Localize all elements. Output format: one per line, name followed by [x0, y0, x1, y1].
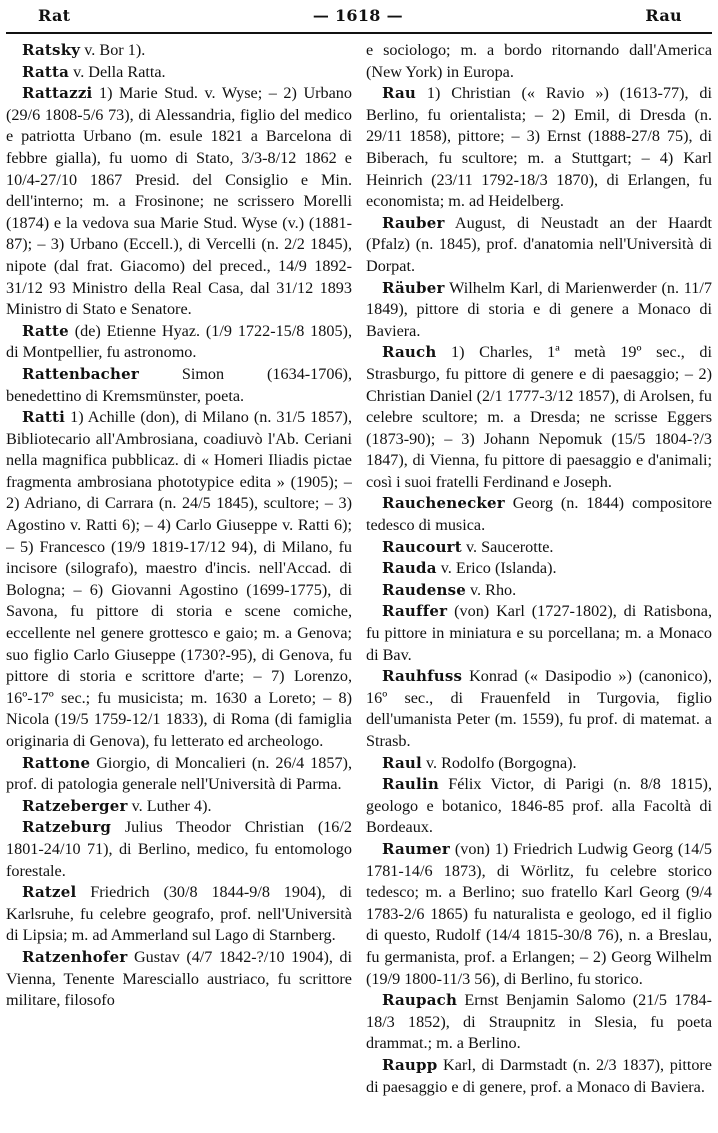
entry-headword: Raumer	[382, 839, 450, 858]
dictionary-entry	[366, 839, 712, 990]
entry-body: v. Della Ratta.	[69, 62, 166, 81]
dictionary-entry	[366, 83, 712, 213]
dictionary-entry	[6, 817, 352, 882]
dictionary-entry	[366, 666, 712, 752]
entry-headword: Rattone	[22, 753, 91, 772]
text-columns	[6, 40, 712, 1130]
page-number: — 1618 —	[312, 6, 403, 25]
dictionary-entry	[6, 321, 352, 364]
entry-body: Ernst Benjamin Salomo (21/5 1784-18/3 1852), di Straupnitz in Slesia, fu poeta drammat.; m. a Berlino.	[366, 991, 712, 1053]
entry-headword: Ratsky	[22, 41, 81, 59]
entry-headword: Raulin	[382, 775, 439, 794]
right-column	[366, 40, 712, 1130]
entry-headword: Räuber	[382, 278, 445, 297]
entry-body: e sociologo; m. a bordo ritornando dall'America (New York) in Europa.	[366, 41, 712, 81]
header-rule	[6, 32, 712, 34]
dictionary-entry	[366, 601, 712, 666]
entry-body: v. Saucerotte.	[461, 537, 554, 556]
dictionary-entry	[366, 580, 712, 602]
dictionary-entry	[6, 62, 352, 84]
header-left-guideword: Rat	[38, 6, 71, 25]
entry-headword: Ratzenhofer	[22, 947, 128, 966]
entry-body: Wilhelm Karl, di Marienwerder (n. 11/7 1849), pittore di storia e di genere a Monaco di Baviera.	[366, 278, 712, 340]
dictionary-entry	[366, 40, 712, 83]
dictionary-entry	[6, 753, 352, 796]
dictionary-entry	[366, 990, 712, 1055]
entry-headword: Raucourt	[382, 537, 462, 556]
dictionary-entry	[366, 1055, 712, 1098]
entry-headword: Rattazzi	[22, 84, 93, 103]
dictionary-entry	[6, 40, 352, 62]
entry-headword: Raul	[382, 753, 422, 772]
dictionary-entry	[366, 278, 712, 343]
entry-headword: Ratti	[22, 408, 66, 427]
entry-headword: Ratta	[22, 62, 70, 81]
entry-headword: Rauda	[382, 559, 437, 578]
entry-headword: Rattenbacher	[22, 364, 139, 383]
entry-headword: Rauchenecker	[382, 494, 505, 513]
dictionary-entry	[6, 364, 352, 407]
entry-headword: Rau	[382, 84, 417, 103]
dictionary-entry	[366, 558, 712, 580]
entry-body: v. Luther 4).	[127, 796, 212, 815]
entry-headword: Ratzeberger	[22, 796, 128, 815]
dictionary-entry	[6, 83, 352, 321]
entry-body: Karl, di Darmstadt (n. 2/3 1837), pittore di paesaggio e di genere, prof. a Monaco di Baviera.	[366, 1055, 712, 1096]
entry-body: Simon (1634-1706), benedettino di Kremsmünster, poeta.	[6, 364, 352, 405]
dictionary-entry	[366, 342, 712, 493]
entry-headword: Rauffer	[382, 602, 448, 621]
entry-body: 1) Christian (« Ravio ») (1613-77), di Berlino, fu orientalista; – 2) Emil, di Dresda (n. 29/11 1858), pittore; – 3) Ernst (1888-27/8 75), di Biberach, fu scultore; m. a Stuttgart; – 4) Karl Heinrich (23/11 1792-18/3 1870), di Erlangen, fu economista; m. ad Heidelberg.	[366, 84, 712, 211]
header-right-guideword: Rau	[645, 6, 682, 25]
entry-body: Giorgio, di Moncalieri (n. 26/4 1857), prof. di patologia generale nell'Università di Parma.	[6, 753, 352, 794]
entry-body: Konrad (« Dasipodio ») (canonico), 16º sec., di Frauenfeld in Turgovia, figlio dell'umanista Peter (m. 1559), fu prof. di matemat. a Strasb.	[366, 667, 712, 750]
entry-body: v. Bor 1).	[80, 41, 146, 59]
page-header	[6, 6, 712, 30]
entry-body: v. Erico (Islanda).	[436, 559, 557, 578]
left-column	[6, 40, 352, 1130]
dictionary-entry	[366, 213, 712, 278]
entry-headword: Raupp	[382, 1055, 438, 1074]
entry-headword: Ratte	[22, 321, 69, 340]
entry-body: (von) 1) Friedrich Ludwig Georg (14/5 1781-14/6 1873), di Wörlitz, fu celebre storico tedesco; m. a Berlino; suo fratello Karl Georg (9/4 1783-2/6 1865) fu naturalista e geologo, ed il figlio di questo, Rudolf (14/4 1815-30/8 76), n. a Breslau, fu germanista, prof. a Erlangen; – 2) Georg Wilhelm (19/9 1800-11/3 56), di Berlino, fu storico.	[366, 839, 712, 988]
entry-body: August, di Neustadt an der Haardt (Pfalz) (n. 1845), prof. d'anatomia nell'Università di Dorpat.	[366, 213, 712, 275]
entry-headword: Raupach	[382, 991, 458, 1010]
entry-body: Georg (n. 1844) compositore tedesco di musica.	[366, 494, 712, 535]
entry-body: 1) Charles, 1ª metà 19º sec., di Strasburgo, fu pittore di genere e di paesaggio; – 2) Christian Daniel (2/1 1777-3/12 1857), di Arolsen, fu celebre scultore; m. a Dresda; ne scrisse Eggers (1873-90); – 3) Johann Nepomuk (15/5 1804-?/3 1847), di Vienna, fu pittore di paesaggio e d'animali; così i suoi fratelli Ferdinand e Joseph.	[366, 343, 712, 491]
entry-body: Friedrich (30/8 1844-9/8 1904), di Karlsruhe, fu celebre geografo, prof. nell'Università di Lipsia; m. ad Ammerland sul Lago di Starnberg.	[6, 883, 352, 945]
dictionary-entry	[6, 796, 352, 818]
dictionary-entry	[6, 882, 352, 947]
dictionary-entry	[6, 407, 352, 753]
entry-headword: Ratzel	[22, 883, 77, 902]
entry-body: v. Rho.	[465, 580, 517, 599]
entry-body: v. Rodolfo (Borgogna).	[421, 753, 577, 772]
entry-body: 1) Achille (don), di Milano (n. 31/5 1857), Bibliotecario all'Ambrosiana, coadiuvò l'Ab. Ceriani nella magnifica pubblicaz. di « Homeri Iliadis pictae fragmenta ambrosiana phototypice edita » (1905); – 2) Adriano, di Carrara (n. 24/5 1845), scultore; – 3) Agostino v. Ratti 6); – 4) Carlo Giuseppe v. Ratti 6); – 5) Francesco (19/9 1819-17/12 94), di Milano, fu incisore (silografo), maestro d'incis. nell'Accad. di Bologna; – 6) Giovanni Agostino (1699-1775), di Savona, fu pittore di storia e scene comiche, eccellente nel genere grottesco e gaio; m. a Genova; suo figlio Carlo Giuseppe (1730?-95), di Genova, fu pittore di storia e scrittore d'arte; – 7) Lorenzo, 16º-17º sec.; fu musicista; m. 1630 a Loreto; – 8) Nicola (19/5 1759-12/1 1833), di Roma (di famiglia originaria di Genova), fu letterato ed archeologo.	[6, 408, 352, 750]
entry-body: (von) Karl (1727-1802), di Ratisbona, fu pittore in miniatura e su porcellana; m. a Monaco di Bav.	[366, 602, 712, 664]
entry-body: Félix Victor, di Parigi (n. 8/8 1815), geologo e botanico, 1846-85 prof. alla Facoltà di Bordeaux.	[366, 775, 712, 837]
dictionary-entry	[366, 537, 712, 559]
dictionary-entry	[366, 753, 712, 775]
dictionary-entry	[366, 493, 712, 536]
entry-headword: Rauber	[382, 213, 445, 232]
entry-headword: Rauch	[382, 343, 437, 362]
entry-headword: Rauhfuss	[382, 667, 463, 686]
entry-body: (de) Etienne Hyaz. (1/9 1722-15/8 1805), di Montpellier, fu astronomo.	[6, 321, 352, 362]
entry-headword: Raudense	[382, 580, 466, 599]
entry-headword: Ratzeburg	[22, 818, 112, 837]
entry-body: 1) Marie Stud. v. Wyse; – 2) Urbano (29/6 1808-5/6 73), di Alessandria, figlio del medico e patriotta Urbano (m. esule 1821 a Barcelona di febbre gialla), fu uomo di Stato, 3/3-8/12 1862 e 10/4-27/10 1867 Presid. del Consiglio e Min. dell'interno; m. a Frosinone; ne scrissero Morelli (1874) e la vedova sua Marie Stud. Wyse (v.) (1881-87); – 3) Urbano (Eccell.), di Vercelli (n. 2/2 1845), nipote (dal frat. Giacomo) del preced., 14/9 1892-31/12 93 Ministro della Real Casa, dal 31/12 1893 Ministro di Stato e Senatore.	[6, 84, 352, 319]
entry-body: Julius Theodor Christian (16/2 1801-24/10 71), di Berlino, medico, fu entomologo forestale.	[6, 818, 352, 880]
entry-body: Gustav (4/7 1842-?/10 1904), di Vienna, Tenente Maresciallo austriaco, fu scrittore militare, filosofo	[6, 947, 352, 1010]
dictionary-entry	[6, 947, 352, 1012]
dictionary-entry	[366, 774, 712, 839]
